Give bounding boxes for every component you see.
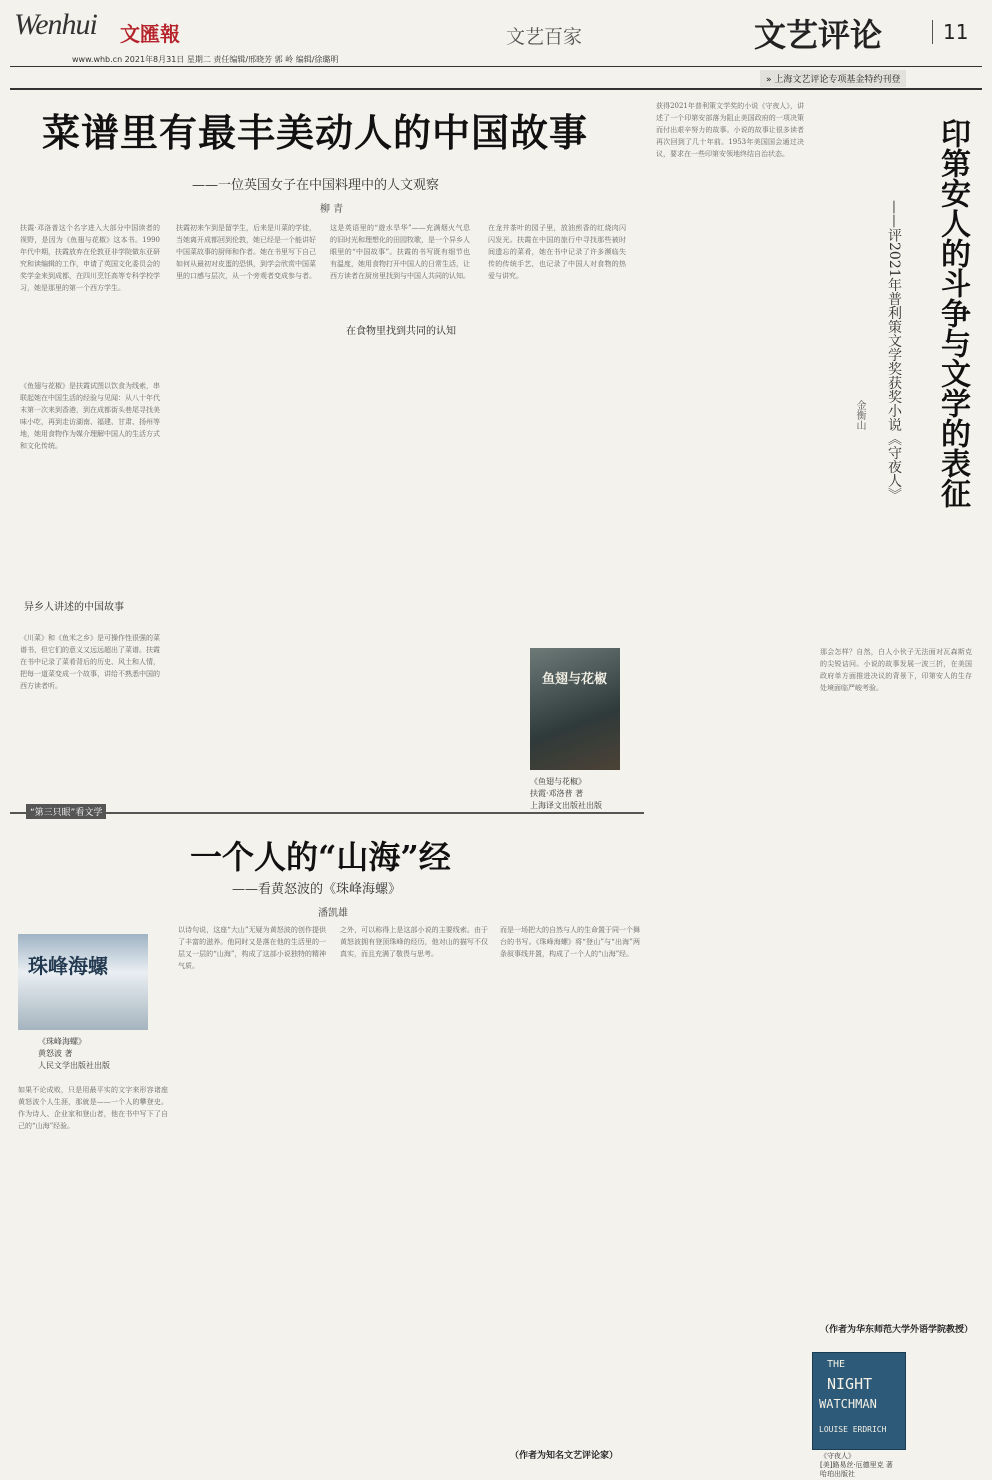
article3-column-2: 那会怎样？自然，白人小伙子无法面对瓦森斯克的尖锐诘问。小说的故事发展一波三折，在美国政府单方面推进决议的背景下，印第安人的生存处境面临严峻考验。 xyxy=(820,648,972,692)
article1-column-3a: 这是英语里的“遊水旱华”——充满烟火气息的旧时光和理想化的田园牧歌，是一个异乡人眼里的“中国故事”。扶霞的书写既有细节也有温度，她用食物打开中国人的日常生活，让西方读者在厨房里找到与中国人共同的认知。 xyxy=(330,224,470,280)
article3-book-cover xyxy=(812,1352,906,1450)
masthead-cn-logo: 文匯報 xyxy=(120,22,180,46)
article1-author: 柳 青 xyxy=(320,204,344,215)
fund-note xyxy=(760,70,906,87)
cover-line-3: WATCHMAN xyxy=(819,1397,877,1411)
section-label: 文艺百家 xyxy=(506,26,583,48)
article3-subtitle: ——评2021年普利策文学奖获奖小说《守夜人》 xyxy=(886,200,902,502)
logo-text: Wenhui xyxy=(14,8,97,41)
article1-subhead-2: 在食物里找到共同的认知 xyxy=(346,326,456,337)
article2-column-2: 以诗句说，这座“大山”无疑为黄怒波的创作提供了丰富的滋养。他同时又是落在他的生活里的一层又一层的“山海”，构成了这部小说独特的精神气质。 xyxy=(178,926,326,970)
article2-column-3: 之外，可以称得上是这部小说的主要线索。由于黄怒波拥有登顶珠峰的经历，他对山的描写不仅真实，而且充满了敬畏与思考。 xyxy=(340,926,488,958)
article1-column-1a: 扶霞·邓洛普这个名字进入大部分中国读者的视野，是因为《鱼翅与花椒》这本书。1990年代中期，扶霞放弃在伦敦亚非学院做东亚研究和读编辑的工作，申请了英国文化委员会的奖学金来到成都，在四川烹饪高等专科学校学习，她是那里的第一个西方学生。 xyxy=(20,224,160,292)
article3-cover-caption: 《守夜人》 [美]路易丝·厄德里克 著 哈珀出版社 xyxy=(820,1452,893,1478)
masthead-logo xyxy=(14,8,97,42)
article3-column-1: 获得2021年普利策文学奖的小说《守夜人》，讲述了一个印第安部落为阻止美国政府的一项决策而付出艰辛努力的故事。小说的故事让很多读者再次回到了几十年前。1953年美国国会通过决议，要求在一些印第安领地终结自治状态。 xyxy=(656,102,804,158)
masthead-rule-bottom xyxy=(10,88,982,90)
article1-column-2: 扶霞初来乍到是留学生，后来是川菜的学徒，当她离开成都回到伦敦，她已经是一个能讲好中国菜故事的厨师和作者。她在书里写下自己如何从最初对皮蛋的恐惧，到学会欣赏中国菜里的口感与层次，从一个旁观者变成参与者。 xyxy=(176,224,316,280)
section-title: 文艺评论 xyxy=(754,16,883,54)
article3-title: 印第安人的斗争与文学的表征 xyxy=(935,118,970,508)
masthead-rule xyxy=(10,66,982,67)
article1-cover-title: 鱼翅与花椒 xyxy=(542,672,608,687)
article3-author: 金衡山 xyxy=(854,400,865,430)
page-number: 11 xyxy=(932,20,968,44)
article2-column-4: 而是一场把大的自然与人的生命置于同一个舞台的书写。《珠峰海螺》将“登山”与“出海”两条叙事线并置，构成了一个人的“山海”经。 xyxy=(500,926,640,958)
article1-book-cover xyxy=(530,648,620,770)
article1-subtitle: ——一位英国女子在中国料理中的人文观察 xyxy=(192,178,440,193)
article2-title: 一个人的“山海”经 xyxy=(190,838,451,876)
article2-column-1: 如果不论成败，只是用最平实的文字来形容诸座黄怒波个人生涯，那就是——一个人的攀登史。作为诗人、企业家和登山者，他在书中写下了自己的“山海”经验。 xyxy=(18,1086,168,1130)
fund-note-text: 上海文艺评论专项基金特约刊登 xyxy=(774,75,901,85)
article3-footer: （作者为华东师范大学外语学院教授） xyxy=(820,1325,974,1335)
issue-info: www.whb.cn 2021年8月31日 星期二 责任编辑/邢晓芳 郭 岭 编辑/徐璐明 xyxy=(72,55,339,64)
article2-book-cover xyxy=(18,934,148,1030)
article1-cover-caption: 《鱼翅与花椒》 扶霞·邓洛普 著 上海译文出版社出版 xyxy=(530,777,602,810)
article1-footer: （作者为知名文艺评论家） xyxy=(510,1451,619,1461)
article2-cover-title: 珠峰海螺 xyxy=(28,954,108,978)
article2-subtitle: ——看黄怒波的《珠峰海螺》 xyxy=(232,882,402,897)
article2-author: 潘凯雄 xyxy=(318,908,348,919)
article2-column-tag: “第三只眼”看文学 xyxy=(26,804,106,819)
article1-title: 菜谱里有最丰美动人的中国故事 xyxy=(42,111,589,155)
article2-cover-caption: 《珠峰海螺》 黄怒波 著 人民文学出版社出版 xyxy=(38,1037,110,1070)
article1-column-4: 在龙井茶叶的园子里，放油煎香的红烧肉闪闪发光。扶霞在中国的旅行中寻找那些被时间遗忘的菜肴，她在书中记录了许多濒临失传的传统手艺，也记录了中国人对食物的热爱与讲究。 xyxy=(488,224,626,280)
article1-subhead-1: 异乡人讲述的中国故事 xyxy=(24,602,124,613)
cover-line-1: THE xyxy=(827,1359,846,1370)
article1-column-1c: 《川菜》和《鱼米之乡》是可操作性很强的菜谱书，但它们的意义又远远超出了菜谱。扶霞在书中记录了菜肴背后的历史、风土和人情，把每一道菜变成一个故事，讲给不熟悉中国的西方读者听。 xyxy=(20,634,160,690)
article1-column-1b: 《鱼翅与花椒》是扶霞试图以饮食为线索，串联起她在中国生活的经验与见闻：从八十年代末第一次来到香港，到在成都街头巷尾寻找美味小吃，再到走访湖南、福建、甘肃、扬州等地，她用食物作为媒介理解中国人的生活方式和文化传统。 xyxy=(20,382,160,450)
cover-line-2: NIGHT xyxy=(827,1375,873,1393)
cover-line-4: LOUISE ERDRICH xyxy=(819,1425,887,1434)
arrow-icon: » xyxy=(766,75,775,85)
